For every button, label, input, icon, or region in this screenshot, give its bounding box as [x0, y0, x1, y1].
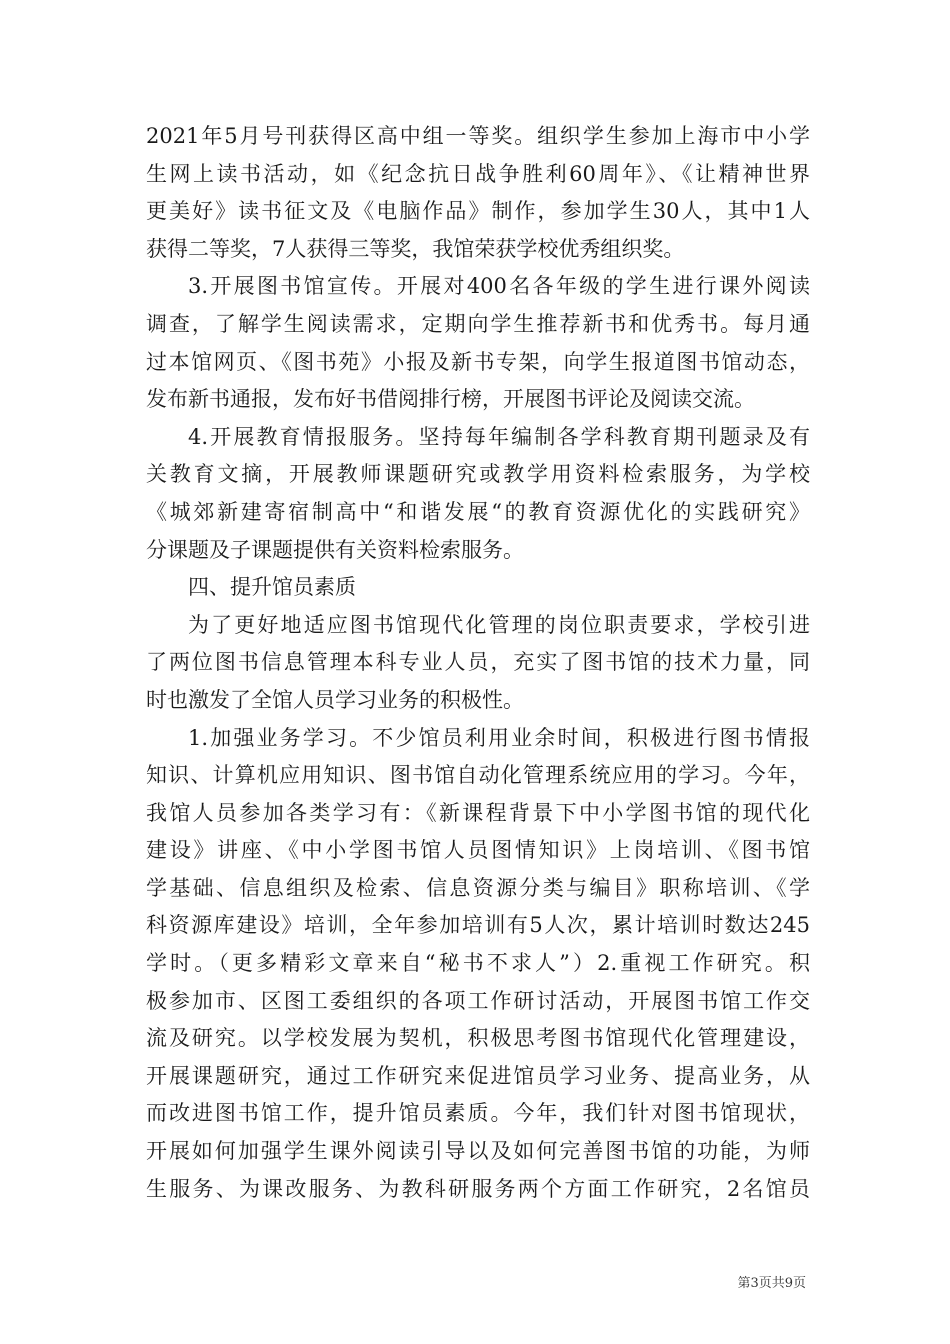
text-line: 3.开展图书馆宣传。开展对400名各年级的学生进行课外阅读: [188, 274, 810, 299]
text-line: 关教育文摘，开展教师课题研究或教学用资料检索服务，为学校: [146, 462, 810, 487]
text-line: 更美好》读书征文及《电脑作品》制作，参加学生30人，其中1人: [146, 199, 810, 224]
text-line: 为了更好地适应图书馆现代化管理的岗位职责要求，学校引进: [188, 612, 810, 637]
text-line: 获得二等奖，7人获得三等奖，我馆荣获学校优秀组织奖。: [146, 236, 685, 261]
body-text: [146, 118, 810, 1208]
text-line: 而改进图书馆工作，提升馆员素质。今年，我们针对图书馆现状，: [146, 1101, 810, 1126]
text-line: 发布新书通报，发布好书借阅排行榜，开展图书评论及阅读交流。: [146, 387, 755, 412]
text-line: 时也激发了全馆人员学习业务的积极性。: [146, 687, 524, 712]
text-line: 学基础、信息组织及检索、信息资源分类与编目》职称培训、《学: [146, 875, 810, 900]
text-line: 《城郊新建寄宿制高中“和谐发展“的教育资源优化的实践研究》: [146, 499, 810, 524]
text-line: 知识、计算机应用知识、图书馆自动化管理系统应用的学习。今年，: [146, 763, 810, 788]
text-line: 2021年5月号刊获得区高中组一等奖。组织学生参加上海市中小学: [146, 124, 810, 148]
text-line: 四、提升馆员素质: [188, 575, 356, 600]
text-line: 过本馆网页、《图书苑》小报及新书专架，向学生报道图书馆动态，: [146, 349, 810, 374]
text-line: 调查，了解学生阅读需求，定期向学生推荐新书和优秀书。每月通: [146, 311, 810, 336]
text-line: 建设》讲座、《中小学图书馆人员图情知识》上岗培训、《图书馆: [146, 838, 810, 863]
text-line: 极参加市、区图工委组织的各项工作研讨活动，开展图书馆工作交: [146, 988, 810, 1013]
text-line: 学时。（更多精彩文章来自“秘书不求人”）2.重视工作研究。积: [146, 951, 810, 976]
page-number: 第3页共9页: [737, 1276, 806, 1291]
text-line: 开展如何加强学生课外阅读引导以及如何完善图书馆的功能，为师: [146, 1139, 810, 1164]
text-line: 流及研究。以学校发展为契机，积极思考图书馆现代化管理建设，: [146, 1026, 810, 1051]
text-line: 分课题及子课题提供有关资料检索服务。: [146, 537, 524, 562]
text-line: 生服务、为课改服务、为教科研服务两个方面工作研究，2名馆员: [146, 1176, 810, 1201]
text-line: 开展课题研究，通过工作研究来促进馆员学习业务、提高业务，从: [146, 1063, 810, 1088]
text-line: 4.开展教育情报服务。坚持每年编制各学科教育期刊题录及有: [188, 424, 810, 449]
text-line: 1.加强业务学习。不少馆员利用业余时间，积极进行图书情报: [188, 725, 810, 750]
text-line: 生网上读书活动，如《纪念抗日战争胜利60周年》、《让精神世界: [146, 161, 810, 186]
text-line: 科资源库建设》培训，全年参加培训有5人次，累计培训时数达245: [146, 913, 810, 938]
text-line: 了两位图书信息管理本科专业人员，充实了图书馆的技术力量，同: [146, 650, 810, 675]
text-line: 我馆人员参加各类学习有：《新课程背景下中小学图书馆的现代化: [146, 800, 810, 825]
